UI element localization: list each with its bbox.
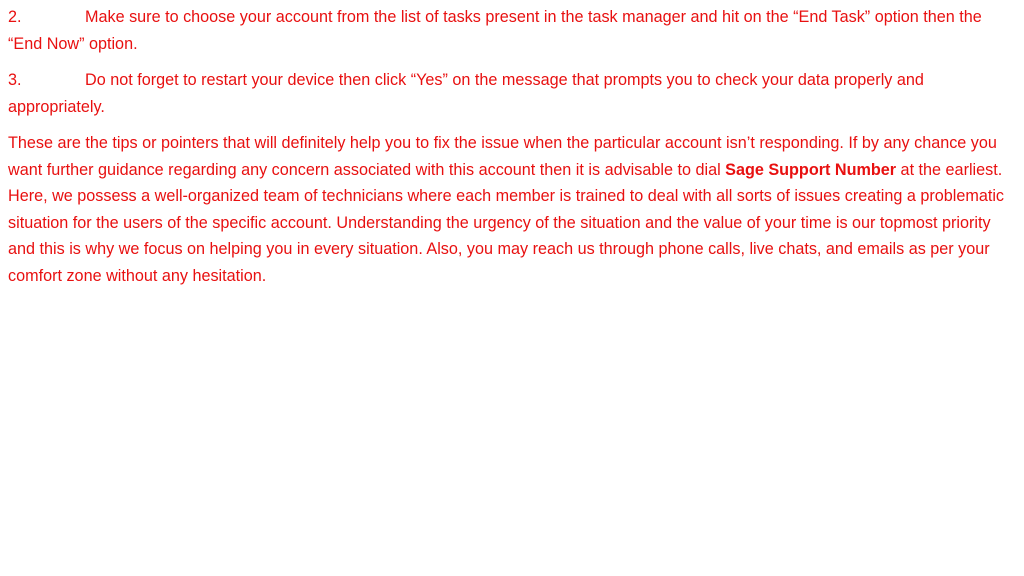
paragraph-text-after: at the earliest. Here, we possess a well-organized team of technicians where each member is trained to deal with all sorts of issues creating a problematic situation for the users of the specific account. Understanding the urgency of the situation and the value of your time is our topmost priority and this is why we focus on helping you in every situation. Also, you may reach us through phone calls, live chats, and emails as per your comfort zone without any hesitation. — [8, 160, 1005, 285]
paragraph-text-before: These are the tips or pointers that will definitely help you to fix the issue when the particular account isn’t responding. If by any chance you want further guidance regarding any concern associated with this account then it is advisable to dial — [8, 134, 997, 179]
step-text: Make sure to choose your account from the list of tasks present in the task manager and hit on the “End Task” option then the “End Now” option. — [8, 8, 982, 53]
step-number: 3. — [8, 71, 22, 89]
step-text: Do not forget to restart your device then click “Yes” on the message that prompts you to check your data properly and appropriately. — [8, 71, 924, 116]
document-page — [8, 4, 1014, 289]
step-number: 2. — [8, 8, 22, 26]
support-number-highlight: Sage Support Number — [725, 160, 897, 179]
body-paragraph — [8, 130, 1014, 289]
step-item — [8, 67, 1014, 120]
step-item — [8, 4, 1014, 57]
